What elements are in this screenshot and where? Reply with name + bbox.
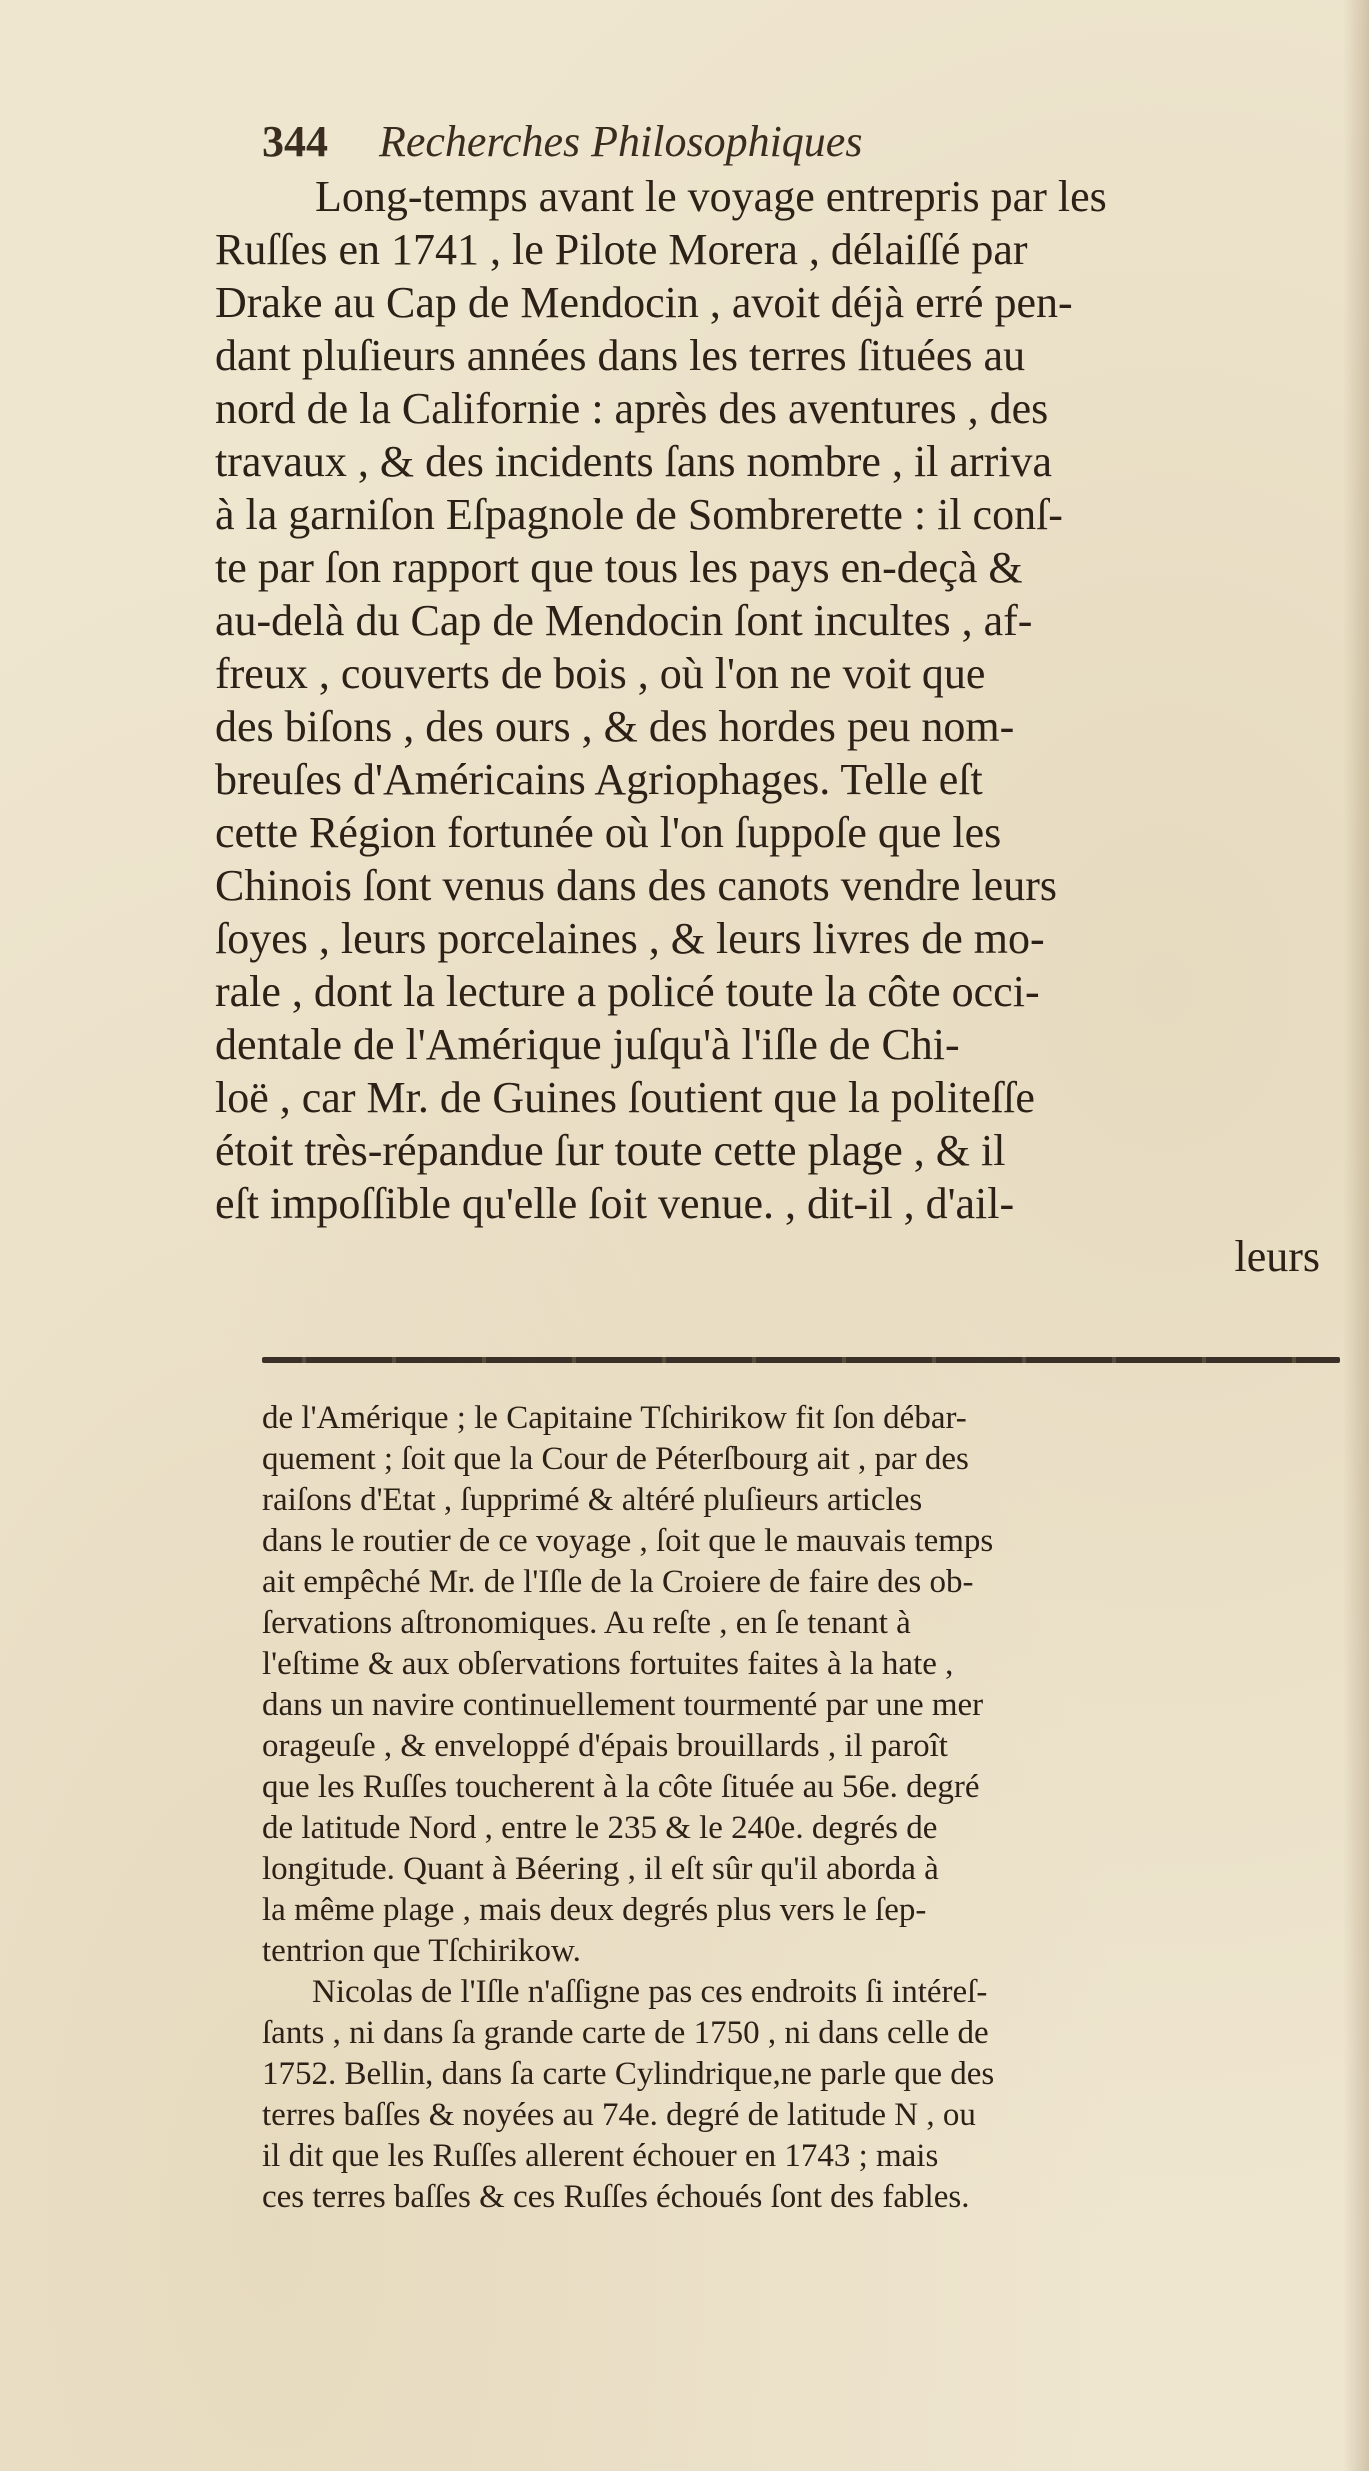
footnote-line: il dit que les Ruſſes allerent échouer en 1743 ; mais xyxy=(262,2138,939,2174)
text-line: rale , dont la lecture a policé toute la côte occi- xyxy=(215,967,1040,1016)
footnote-line: ces terres baſſes & ces Ruſſes échoués ſont des fables. xyxy=(262,2179,970,2215)
text-line: étoit très-répandue ſur toute cette plage , & il xyxy=(215,1126,1006,1175)
page-number: 344 xyxy=(262,117,328,166)
footnote-line: quement ; ſoit que la Cour de Péterſbourg ait , par des xyxy=(262,1441,969,1477)
text-line: Long-temps avant le voyage entrepris par les xyxy=(315,172,1107,221)
footnote xyxy=(262,1398,1347,2218)
footnote-line: ait empêché Mr. de l'Iſle de la Croiere de faire des ob- xyxy=(262,1564,974,1600)
footnote-line: que les Ruſſes toucherent à la côte ſituée au 56e. degré xyxy=(262,1769,980,1805)
running-title: Recherches Philosophiques xyxy=(379,117,863,166)
footnote-line: la même plage , mais deux degrés plus vers le ſep- xyxy=(262,1892,927,1928)
text-line: te par ſon rapport que tous les pays en-deçà & xyxy=(215,543,1023,592)
text-line: nord de la Californie : après des aventures , des xyxy=(215,384,1049,433)
text-line: au-delà du Cap de Mendocin ſont incultes , af- xyxy=(215,596,1033,645)
text-line: dant pluſieurs années dans les terres ſituées au xyxy=(215,331,1026,380)
footnote-line: de latitude Nord , entre le 235 & le 240e. degrés de xyxy=(262,1810,938,1846)
footnote-line: dans un navire continuellement tourmenté par une mer xyxy=(262,1687,984,1723)
text-line: Chinois ſont venus dans des canots vendre leurs xyxy=(215,861,1057,910)
footnote-line: orageuſe , & enveloppé d'épais brouillards , il paroît xyxy=(262,1728,948,1764)
footnote-divider-rule xyxy=(262,1357,1340,1363)
text-line: Ruſſes en 1741 , le Pilote Morera , délaiſſé par xyxy=(215,225,1028,274)
footnote-line: ſants , ni dans ſa grande carte de 1750 , ni dans celle de xyxy=(262,2015,989,2051)
text-line: breuſes d'Américains Agriophages. Telle eſt xyxy=(215,755,983,804)
text-line: freux , couverts de bois , où l'on ne voit que xyxy=(215,649,986,698)
text-line: dentale de l'Amérique juſqu'à l'iſle de Chi- xyxy=(215,1020,960,1069)
footnote-line: ſervations aſtronomiques. Au reſte , en ſe tenant à xyxy=(262,1605,911,1641)
page-header xyxy=(262,112,1262,172)
footnote-line: de l'Amérique ; le Capitaine Tſchirikow fit ſon débar- xyxy=(262,1400,967,1436)
text-line: eſt impoſſible qu'elle ſoit venue. , dit-il , d'ail- xyxy=(215,1179,1015,1228)
text-line: Drake au Cap de Mendocin , avoit déjà erré pen- xyxy=(215,278,1073,327)
text-line: cette Région fortunée où l'on ſuppoſe que les xyxy=(215,808,1002,857)
footnote-line: 1752. Bellin, dans ſa carte Cylindrique,ne parle que des xyxy=(262,2056,995,2092)
catchword: leurs xyxy=(1234,1232,1320,1281)
footnote-line: l'eſtime & aux obſervations fortuites faites à la hate , xyxy=(262,1646,954,1682)
main-text xyxy=(215,170,1340,1283)
footnote-line: Nicolas de l'Iſle n'aſſigne pas ces endroits ſi intéreſ- xyxy=(312,1974,988,2010)
text-line: à la garniſon Eſpagnole de Sombrerette : il conſ- xyxy=(215,490,1063,539)
text-line: des biſons , des ours , & des hordes peu nom- xyxy=(215,702,1015,751)
text-line: ſoyes , leurs porcelaines , & leurs livres de mo- xyxy=(215,914,1045,963)
text-line: travaux , & des incidents ſans nombre , il arriva xyxy=(215,437,1052,486)
footnote-line: longitude. Quant à Béering , il eſt sûr qu'il aborda à xyxy=(262,1851,939,1887)
footnote-line: raiſons d'Etat , ſupprimé & altéré pluſieurs articles xyxy=(262,1482,923,1518)
footnote-line: dans le routier de ce voyage , ſoit que le mauvais temps xyxy=(262,1523,994,1559)
footnote-line: tentrion que Tſchirikow. xyxy=(262,1933,581,1969)
footnote-line: terres baſſes & noyées au 74e. degré de latitude N , ou xyxy=(262,2097,976,2133)
text-line: loë , car Mr. de Guines ſoutient que la politeſſe xyxy=(215,1073,1035,1122)
